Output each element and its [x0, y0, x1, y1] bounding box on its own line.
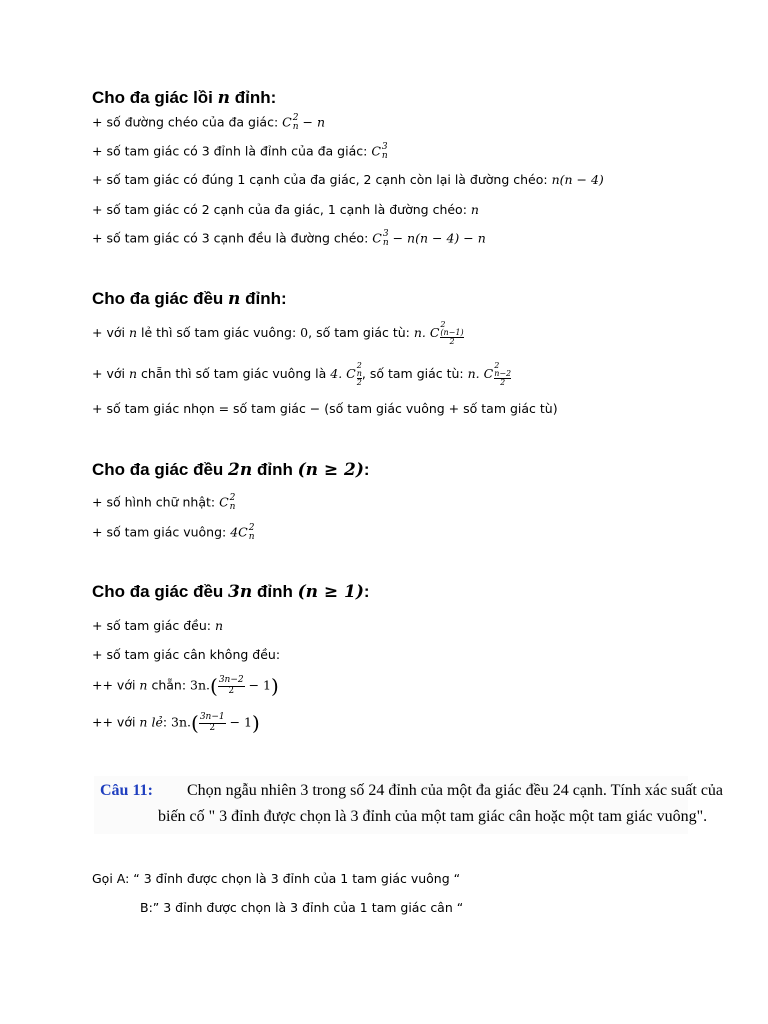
heading-math: 3n: [228, 582, 253, 602]
line-text: + số tam giác đều:: [92, 618, 215, 633]
heading-text: đỉnh: [252, 460, 298, 479]
heading-text: :: [363, 460, 370, 479]
math-var: n: [128, 325, 138, 340]
math-expr: n: [470, 202, 479, 217]
line-text: lẻ thì số tam giác vuông:: [137, 325, 301, 340]
paren-open: (: [210, 674, 218, 698]
heading-condition: (n ≥ 1): [297, 582, 364, 602]
formula-line-diagonals: [92, 114, 325, 132]
math-symbol: C: [371, 143, 381, 159]
line-text: + với: [92, 325, 129, 340]
sup-sub: 2 n: [229, 493, 236, 512]
line-text: + số tam giác có 2 cạnh của đa giác, 1 cạnh là đường chéo:: [92, 202, 471, 217]
paren-open: (: [191, 711, 199, 735]
heading-text: đỉnh:: [240, 289, 287, 308]
math-var: n lẻ: [139, 714, 163, 730]
heading-math: 2n: [228, 460, 253, 480]
formula-line-one-side: [92, 172, 604, 187]
formula-line-even-case: [92, 674, 279, 698]
heading-text: :: [363, 582, 370, 601]
line-text: chẵn thì số tam giác vuông là: [137, 366, 331, 381]
heading-variable: n: [228, 289, 241, 309]
formula-line-two-sides: [92, 202, 479, 217]
line-text: B:” 3 đỉnh được chọn là 3 đỉnh của 1 tam giác cân “: [140, 900, 464, 915]
line-text: + số tam giác vuông:: [92, 524, 231, 540]
formula-line-right-triangles: [92, 524, 255, 542]
heading-condition: (n ≥ 2): [297, 460, 364, 480]
fraction: $\frac{3n-2}{2}$: [218, 675, 244, 696]
question-line-1: Chọn ngẫu nhiên 3 trong số 24 đỉnh của một đa giác đều 24 cạnh. Tính xác suất của: [187, 782, 724, 799]
sup-sub: 3 n: [382, 229, 389, 248]
math-var: n: [139, 677, 148, 693]
math-expr: 3n.: [190, 677, 211, 693]
line-text: ++ với: [92, 714, 140, 730]
math-symbol: C: [282, 114, 292, 130]
heading-text: Cho đa giác đều: [92, 582, 229, 601]
formula-line-odd-n: [92, 321, 464, 346]
line-text: + số hình chữ nhật:: [92, 494, 220, 510]
formula-line-isosceles: [92, 647, 280, 662]
formula-line-all-diagonals: [92, 230, 486, 248]
line-text: Gọi A: “ 3 đỉnh được chọn là 3 đỉnh của 1 tam giác vuông “: [92, 871, 461, 886]
math-expr: − 1: [225, 714, 252, 730]
fraction: $\frac{3n-1}{2}$: [199, 712, 225, 733]
math-var: n: [214, 618, 223, 633]
sup-sub: 2 n: [292, 113, 299, 132]
section-heading-3n-polygon: [92, 582, 370, 602]
heading-variable: n: [217, 88, 230, 108]
line-text: :: [162, 714, 172, 730]
line-text: , số tam giác tù:: [361, 366, 468, 381]
line-text: ++ với: [92, 677, 140, 693]
line-text: + số tam giác có đúng 1 cạnh của đa giác, 2 cạnh còn lại là đường chéo:: [92, 172, 552, 187]
sup-sub-fraction: 2 n−2 2: [494, 361, 512, 387]
line-text: + với: [92, 366, 129, 381]
heading-text: đỉnh: [252, 582, 298, 601]
formula-line-odd-case: [92, 711, 260, 735]
formula-line-rectangles: [92, 494, 235, 512]
heading-text: Cho đa giác lồi: [92, 88, 218, 107]
sup-sub: 3 n: [381, 142, 388, 161]
heading-text: Cho đa giác đều: [92, 289, 229, 308]
formula-line-triangles: [92, 143, 388, 161]
sup-sub-fraction: 2 (n−1) 2: [440, 320, 464, 346]
heading-text: Cho đa giác đều: [92, 460, 229, 479]
formula-line-acute: [92, 401, 558, 416]
paren-close: ): [252, 711, 260, 735]
line-text: + số tam giác có 3 cạnh đều là đường chéo:: [92, 230, 373, 246]
question-line-2: biến cố " 3 đỉnh được chọn là 3 đỉnh của một tam giác cân hoặc một tam giác vuông".: [158, 808, 708, 825]
line-text: + số đường chéo của đa giác:: [92, 114, 283, 130]
question-label: Câu 11:: [100, 782, 153, 799]
math-number: 0: [300, 325, 309, 340]
math-expr: − n(n − 4) − n: [388, 230, 486, 246]
math-var: n: [128, 366, 138, 381]
sup-sub-fraction: 2 n 2: [356, 361, 362, 387]
math-symbol: n. C: [467, 366, 494, 381]
paren-close: ): [271, 674, 279, 698]
question-block: [94, 776, 724, 834]
section-heading-2n-polygon: [92, 460, 370, 480]
math-expr: 3n.: [171, 714, 192, 730]
formula-line-even-n: [92, 362, 511, 387]
answer-line-a: [92, 871, 460, 886]
section-heading-convex-polygon: [92, 88, 276, 108]
math-symbol: 4. C: [330, 366, 356, 381]
line-text: + số tam giác nhọn = số tam giác − (số tam giác vuông + số tam giác tù): [92, 401, 558, 416]
line-text: , số tam giác tù:: [308, 325, 414, 340]
math-expr: − 1: [244, 677, 271, 693]
answer-line-b: [140, 900, 463, 915]
math-expr: n(n − 4): [551, 172, 604, 187]
math-symbol: n. C: [413, 325, 440, 340]
heading-text: đỉnh:: [230, 88, 277, 107]
line-text: chẵn:: [147, 677, 191, 693]
formula-line-equilateral: [92, 618, 223, 633]
math-symbol: C: [219, 494, 229, 510]
sup-sub: 2 n: [248, 523, 255, 542]
line-text: + số tam giác có 3 đỉnh là đỉnh của đa giác:: [92, 143, 372, 159]
math-symbol: 4C: [230, 524, 248, 540]
math-symbol: C: [372, 230, 382, 246]
line-text: + số tam giác cân không đều:: [92, 647, 281, 662]
math-expr: − n: [298, 114, 326, 130]
section-heading-regular-polygon: [92, 289, 287, 309]
